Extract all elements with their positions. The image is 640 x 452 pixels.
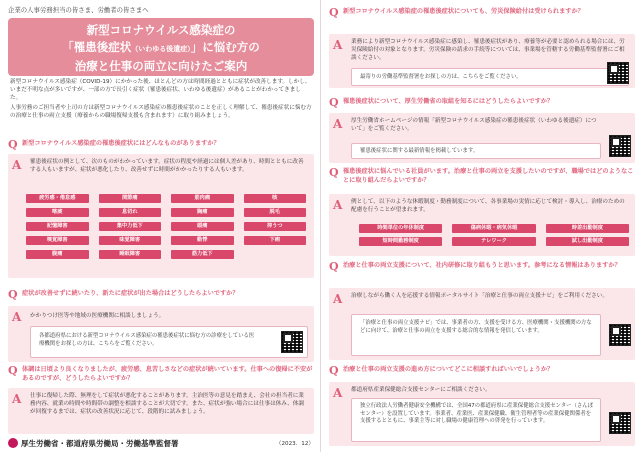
answer-5-box xyxy=(329,113,635,163)
answer-1-text: 罹患後症状の例として、次のものがわかっています。症状の程度や経過には個人差があり、時間とともに改善する人もいますが、症状が悪化したり、改善せずに時間がかかったりする人もいます。 xyxy=(30,159,304,173)
symptom-chip: 筋肉痛 xyxy=(171,194,234,203)
question-2 xyxy=(8,290,314,300)
answer-7-text: 治療しながら働く人を応援する情報ポータルサイト「治療と仕事の両立支援ナビ」をご利用ください。 xyxy=(351,293,608,299)
a-marker: A xyxy=(333,386,343,400)
symptom-chip: 下痢 xyxy=(244,236,307,245)
q-marker: Q xyxy=(329,96,339,109)
measure-grid xyxy=(359,224,629,246)
measure-chip: 時差出勤制度 xyxy=(546,224,629,233)
measure-chip: 傷病休暇・病気休暇 xyxy=(452,224,535,233)
qr-code-icon[interactable] xyxy=(609,412,631,434)
qr-code-icon[interactable] xyxy=(609,135,631,157)
symptom-chip: 胸痛 xyxy=(171,208,234,217)
footer-date: （2023．12） xyxy=(275,441,314,447)
answer-2-link-box[interactable] xyxy=(30,326,308,358)
q-marker: Q xyxy=(329,166,339,179)
q-marker: Q xyxy=(329,6,339,19)
right-page xyxy=(320,0,640,452)
question-6-text: 罹患後症状に悩んでいる社員がいます。治療と仕事の両立を支援したいのですが、職場ではどのようなことに取り組んだらよいですか？ xyxy=(343,168,634,184)
measure-chip: 短時間勤務制度 xyxy=(359,237,442,246)
answer-1-box xyxy=(8,154,314,278)
question-7-text: 治療と仕事の両立支援について、社内研修に取り組もうと思います。参考になる情報はありますか？ xyxy=(343,262,621,269)
answer-3-text: 仕事に復帰した際、無理をして症状が悪化することがあります。主治医等の意見を踏まえ、会社の担当者に業務内容、就業の時間や時間帯の調整を相談することが大切です。また、症状が強い場合には仕事は休み、体調が回復するまでは、症状の改善状況に応じて、段階的に試みましょう。 xyxy=(30,393,304,415)
answer-5-text: 厚生労働省ホームページの情報「新型コロナウイルス感染症の罹患後症状（いわゆる後遺症）について」をご覧ください。 xyxy=(351,118,597,132)
symptom-chip: 嗅覚障害 xyxy=(26,236,89,245)
symptom-chip: 脱毛 xyxy=(244,208,307,217)
answer-2-link-text: 各都道府県における新型コロナウイルス感染症の罹患後症状に悩む方の診療をしている医療機関をお探しの方は、こちらをご覧ください。 xyxy=(39,333,255,347)
mhlw-logo-icon xyxy=(8,438,18,448)
q-marker: Q xyxy=(8,138,18,151)
answer-4-link-text: 最寄りの労働基準監督署をお探しの方は、こちらをご覧ください。 xyxy=(360,74,522,80)
answer-6-box xyxy=(329,194,635,256)
hero-banner xyxy=(8,18,314,76)
question-8 xyxy=(329,366,635,376)
symptom-chip: 疲労感・倦怠感 xyxy=(26,194,89,203)
symptom-chip: 息切れ xyxy=(99,208,162,217)
question-2-text: 症状が改善せずに続いたり、新たに症状が出た場合はどうしたらよいですか？ xyxy=(22,290,239,297)
hero-title-line1: 新型コロナウイルス感染症の xyxy=(86,23,236,37)
answer-8-box xyxy=(329,382,635,446)
footer-org: 厚生労働省・都道府県労働局・労働基準監督署 xyxy=(21,438,179,448)
symptom-chip: 味覚障害 xyxy=(99,236,162,245)
a-marker: A xyxy=(12,392,22,406)
answer-4-text: 業務により新型コロナウイルス感染症に感染し、罹患後症状があり、療養等が必要と認められる場合には、労災保険給付の対象となります。労災保険の請求の手続等については、事業場を管轄する労働基準監督署にご相談ください。 xyxy=(351,39,625,61)
answer-6-text: 例として、以下のような休暇制度・勤務制度について、各事業場の実情に応じて検討・導入し、治療のための配慮を行うことが望まれます。 xyxy=(351,199,625,213)
audience-line: 企業の人事労務担当の皆さま、労働者の皆さまへ xyxy=(8,6,149,14)
a-marker: A xyxy=(333,292,343,306)
answer-2-text: かかりつけ医等や地域の医療機関に相談しましょう。 xyxy=(30,313,165,319)
a-marker: A xyxy=(12,158,22,172)
answer-2-box xyxy=(8,306,314,362)
symptom-chip: 睡眠障害 xyxy=(99,250,162,259)
symptom-chip: 動悸 xyxy=(171,236,234,245)
answer-7-box xyxy=(329,288,635,360)
symptom-chip: 喀痰 xyxy=(26,208,89,217)
q-marker: Q xyxy=(329,364,339,377)
a-marker: A xyxy=(333,198,343,212)
question-4 xyxy=(329,8,635,18)
answer-8-text: 都道府県産業保健総合支援センターにご相談ください。 xyxy=(351,387,491,393)
symptom-chip: 筋力低下 xyxy=(171,250,234,259)
answer-7-link-box[interactable] xyxy=(351,314,601,356)
symptom-chip: 腹痛 xyxy=(26,250,89,259)
intro-paragraph-1: 新型コロナウイルス感染症（COVID-19）にかかった後、ほとんどの方は時間経過とともに症状が改善します。しかし、いまだ不明な点が多いですが、一部の方で長引く症状（罹患後症状、いわゆる後遺症）があることがわかってきました。 xyxy=(10,79,311,101)
intro-text xyxy=(10,78,312,122)
qr-code-icon[interactable] xyxy=(607,62,629,84)
symptom-grid xyxy=(26,194,306,259)
answer-7-link-text: 「治療と仕事の両立支援ナビ」では、事業者の方、支援を受ける方、医療機関・支援機関の方などに向けて、治療と仕事の両立を支援する総合的な情報を発信しています。 xyxy=(360,320,592,334)
question-3 xyxy=(8,366,314,383)
a-marker: A xyxy=(333,38,343,52)
answer-4-box xyxy=(329,34,635,88)
measure-chip: テレワーク xyxy=(452,237,535,246)
qr-code-icon[interactable] xyxy=(281,331,303,353)
symptom-chip: 咳 xyxy=(244,194,307,203)
qr-code-icon[interactable] xyxy=(609,324,631,346)
question-5-text: 罹患後症状について、厚生労働省の取組を知るにはどうしたらよいですか？ xyxy=(343,98,554,105)
symptom-chip: 頭痛 xyxy=(171,222,234,231)
a-marker: A xyxy=(333,117,343,131)
question-1-text: 新型コロナウイルス感染症の罹患後症状にはどんなものがありますか？ xyxy=(22,140,220,147)
symptom-chip: 関節痛 xyxy=(99,194,162,203)
symptom-chip: 記憶障害 xyxy=(26,222,89,231)
answer-8-link-text: 独立行政法人労働者健康安全機構では、全国47の都道府県に産業保健総合支援センター（さんぽセンター）を設置しています。事業者、産業医、産業保健職、衛生管理者等の産業保健関係者を支援するとともに、事業主等に対し職場の健康管理への啓発を行っています。 xyxy=(360,403,594,424)
question-7 xyxy=(329,262,635,272)
question-8-text: 治療と仕事の両立支援の進め方についてどこに相談すればいいでしょうか？ xyxy=(343,366,554,373)
question-5 xyxy=(329,98,635,108)
answer-5-link-box[interactable] xyxy=(351,143,601,159)
q-marker: Q xyxy=(329,260,339,273)
a-marker: A xyxy=(12,310,22,324)
answer-3-box xyxy=(8,388,314,434)
measure-chip: 時間単位の年休制度 xyxy=(359,224,442,233)
q-marker: Q xyxy=(8,288,18,301)
q-marker: Q xyxy=(8,364,18,377)
symptom-chip: 集中力低下 xyxy=(99,222,162,231)
hero-title-line2: 「罹患後症状（いわゆる後遺症）」に悩む方の xyxy=(62,40,260,54)
question-6 xyxy=(329,168,635,185)
answer-4-link-box[interactable] xyxy=(351,68,629,86)
symptom-empty-slot xyxy=(244,250,307,259)
answer-8-link-box[interactable] xyxy=(351,398,601,442)
question-4-text: 新型コロナウイルス感染症の罹患後症状についても、労災保険給付は受けられますか？ xyxy=(343,8,584,15)
answer-5-link-text: 罹患後症状に関する最新情報を掲載しています。 xyxy=(360,148,479,154)
measure-chip: 試し出勤制度 xyxy=(546,237,629,246)
question-1 xyxy=(8,140,314,150)
symptom-chip: 抑うつ xyxy=(244,222,307,231)
question-3-text: 体調は日頃より良くなりましたが、疲労感、息苦しさなどの症状が続いています。仕事への復帰に不安があるのですが、どうしたらよいですか？ xyxy=(22,366,313,382)
footer xyxy=(8,436,314,450)
intro-paragraph-2: 人事労務のご担当者や上司の方は新型コロナウイルス感染症の罹患後症状のことを正しく理解して、罹患後症状に悩む方の治療と仕事の両立支援（療養からの職場復帰支援も含まれます）に取り組みましょう。 xyxy=(10,105,312,119)
hero-title-line3: 治療と仕事の両立に向けたご案内 xyxy=(74,59,248,73)
